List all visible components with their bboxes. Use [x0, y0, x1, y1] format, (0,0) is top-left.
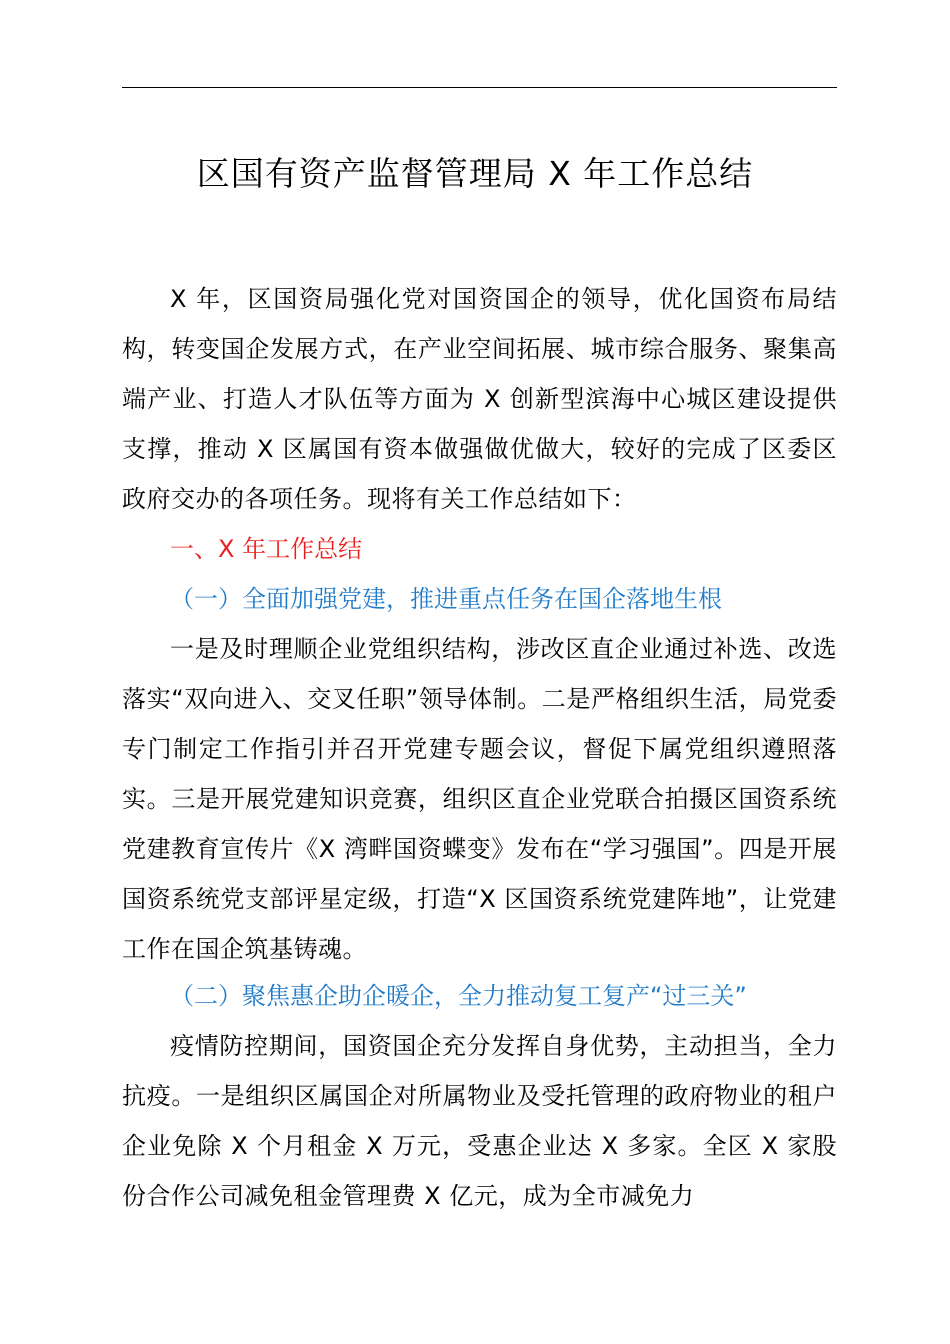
subsection-heading-2: （二）聚焦惠企助企暖企，全力推动复工复产“过三关”	[170, 982, 747, 1010]
subsection-1-paragraph: 一是及时理顺企业党组织结构，涉改区直企业通过补选、改选落实“双向进入、交叉任职”领导体制。二是严格组织生活，局党委专门制定工作指引并召开党建专题会议，督促下属党组织遵照落实。三是开展党建知识竞赛，组织区直企业党联合拍摄区国资系统党建教育宣传片《X 湾畔国资蝶变》发布在“学习强国”。四是开展国资系统党支部评星定级，打造“X 区国资系统党建阵地”，让党建工作在国企筑基铸魂。	[122, 635, 837, 963]
document-title: 区国有资产监督管理局 X 年工作总结	[196, 154, 754, 193]
subsection-2-paragraph: 疫情防控期间，国资国企充分发挥自身优势，主动担当，全力抗疫。一是组织区属国企对所属物业及受托管理的政府物业的租户企业免除 X 个月租金 X 万元，受惠企业达 X 多家。全区 X 家股份合作公司减免租金管理费 X 亿元，成为全市减免力	[122, 1032, 837, 1210]
section-heading-1: 一、X 年工作总结	[170, 535, 363, 563]
header-rule	[122, 87, 837, 88]
subsection-heading-1: （一）全面加强党建，推进重点任务在国企落地生根	[170, 585, 722, 613]
intro-paragraph: X 年，区国资局强化党对国资国企的领导，优化国资布局结构，转变国企发展方式，在产业空间拓展、城市综合服务、聚集高端产业、打造人才队伍等方面为 X 创新型滨海中心城区建设提供支撑，推动 X 区属国有资本做强做优做大，较好的完成了区委区政府交办的各项任务。现将有关工作总结如下：	[122, 285, 837, 513]
